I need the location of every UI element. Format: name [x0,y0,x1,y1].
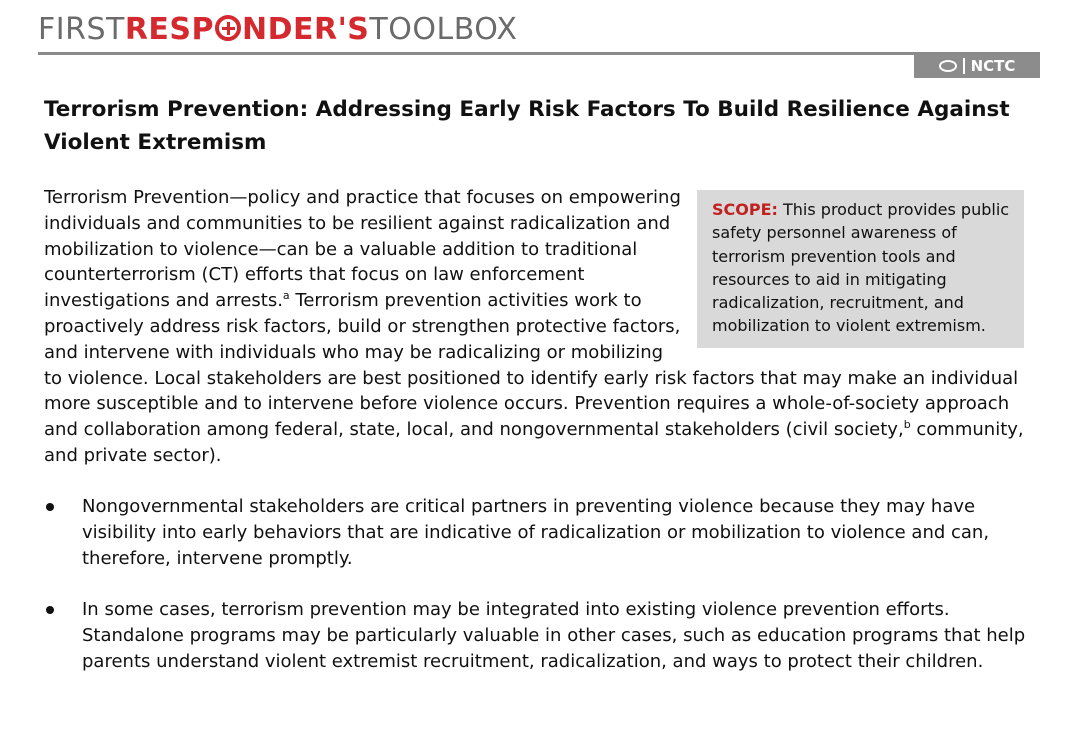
scope-spacer [686,185,1044,357]
intro-text-3: community, and private sector). [44,419,1024,466]
bullet-icon [46,606,54,614]
logo-text-first: FIRST [38,12,125,47]
intro-text-2: Terrorism prevention activities work to proactively address risk factors, build or strengthen protective factors, and intervene with individuals who may be radicalizing or mobilizing to violence. Local stakeholders are best positioned to identify early risk factors that may make an individual more susceptible and to intervene before violence occurs. Prevention requires a whole-of-society approach and collaboration among federal, state, local, and nongovernmental stakeholders (civil society, [44,290,1019,441]
intro-paragraph [44,185,1044,469]
list-item-text: In some cases, terrorism prevention may be integrated into existing violence prevention efforts. Standalone programs may be particularly valuable in other cases, such as education programs that help parents understand violent extremist recruitment, radicalization, and ways to protect their children. [82,599,1026,672]
seal-icon [939,60,957,72]
page-title: Terrorism Prevention: Addressing Early Risk Factors To Build Resilience Against Violent Extremism [44,97,1010,155]
header-divider [38,52,1040,55]
logo-text-responders-a: RESP [124,12,215,47]
scope-label: SCOPE: [712,200,778,219]
logo-text-responders-b: NDER'S [242,12,370,47]
nctc-label: NCTC [970,57,1016,75]
bullet-icon [46,503,54,511]
badge-separator [963,58,965,74]
red-cross-icon [215,15,241,41]
footnote-a: a [282,289,290,303]
list-item [44,597,1034,674]
first-responders-toolbox-logo [38,12,518,48]
nctc-badge [914,54,1040,78]
footnote-b: b [903,418,911,432]
bullet-list [44,494,1034,701]
list-item-text: Nongovernmental stakeholders are critical partners in preventing violence because they may have visibility into early behaviors that are indicative of radicalization or mobilization to violence and can, therefore, intervene promptly. [82,496,990,569]
scope-text: This product provides public safety personnel awareness of terrorism prevention tools and resources to aid in mitigating radicalization, recruitment, and mobilization to violent extremism. [712,200,1010,336]
intro-text-1: Terrorism Prevention—policy and practice that focuses on empowering individuals and communities to be resilient against radicalization and mobilization to violence—can be a valuable addition to traditional counterterrorism (CT) efforts that focus on law enforcement investigations and arrests. [44,187,681,312]
list-item [44,494,1034,571]
logo-text-toolbox: TOOLBOX [369,12,518,47]
